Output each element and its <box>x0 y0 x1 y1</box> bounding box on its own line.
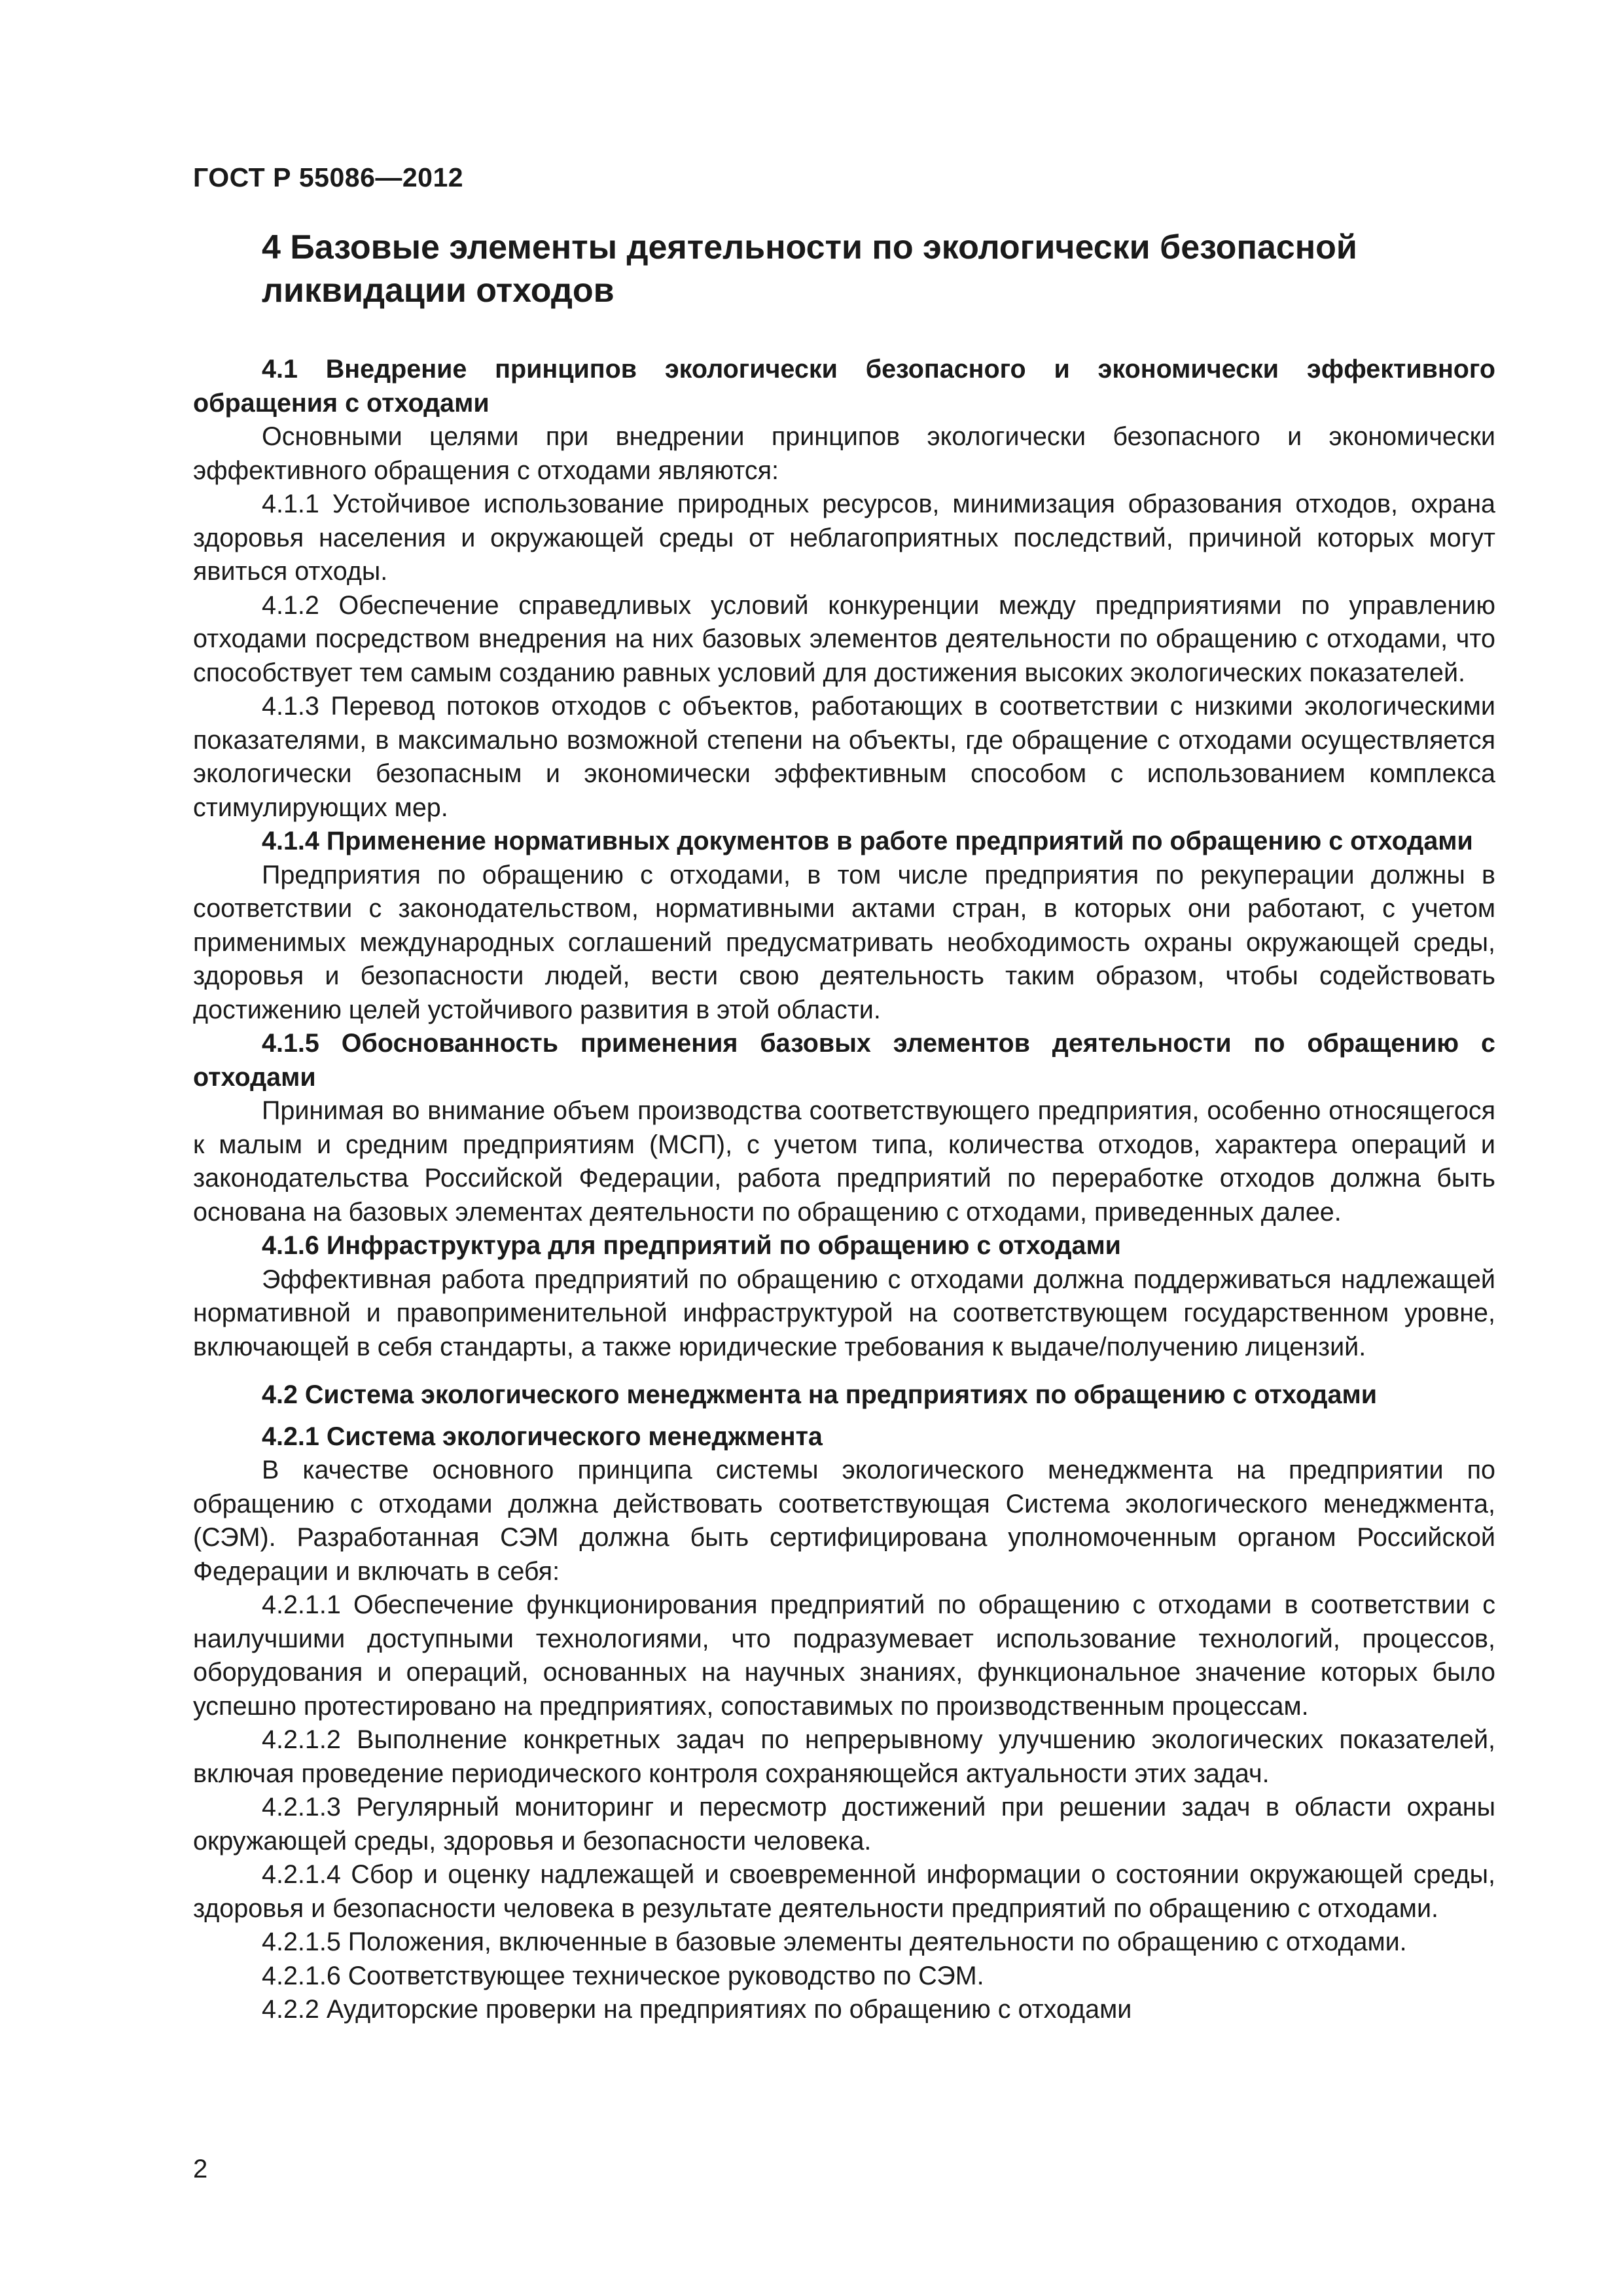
paragraph: 4.1.1 Устойчивое использование природных ресурсов, минимизация образования отходов, охрана здоровья населения и окружающей среды от неблагоприятных последствий, причиной которых могут явиться отходы. <box>193 490 1495 586</box>
paragraph: 4.2.1.1 Обеспечение функционирования предприятий по обращению с отходами в соответствии с наилучшими доступными технологиями, что подразумевает использование технологий, процессов, оборудования и операций, основанных на научных знаниях, функциональное значение которых было успешно протестировано на предприятиях, сопоставимых по производственным процессам. <box>193 1590 1495 1721</box>
subsection-heading: 4.2.1 Система экологического менеджмента <box>262 1422 823 1451</box>
paragraph: 4.2.1.2 Выполнение конкретных задач по непрерывному улучшению экологических показателей, включая проведение периодического контроля сохраняющейся актуальности этих задач. <box>193 1725 1495 1788</box>
paragraph: 4.2.2 Аудиторские проверки на предприятиях по обращению с отходами <box>262 1995 1132 2024</box>
document-body <box>193 226 1495 2027</box>
paragraph: 4.2.1.3 Регулярный мониторинг и пересмотр достижений при решении задач в области охраны окружающей среды, здоровья и безопасности человека. <box>193 1793 1495 1856</box>
page-number: 2 <box>193 2155 208 2183</box>
paragraph: 4.2.1.4 Сбор и оценку надлежащей и своевременной информации о состоянии окружающей среды, здоровья и безопасности человека в результате деятельности предприятий по обращению с отходами. <box>193 1860 1495 1923</box>
paragraph: Предприятия по обращению с отходами, в том числе предприятия по рекуперации должны в соответствии с законодательством, нормативными актами стран, в которых они работают, с учетом применимых международных соглашений предусматривать необходимость охраны окружающей среды, здоровья и безопасности людей, вести свою деятельность таким образом, чтобы содействовать достижению целей устойчивого развития в этой области. <box>193 860 1495 1024</box>
subsection-heading: 4.1.5 Обоснованность применения базовых элементов деятельности по обращению с отходами <box>193 1029 1495 1092</box>
paragraph: 4.2.1.6 Соответствующее техническое руководство по СЭМ. <box>262 1961 984 1990</box>
subsection-heading: 4.1 Внедрение принципов экологически безопасного и экономически эффективного обращения с отходами <box>193 355 1495 418</box>
subsection-heading: 4.1.6 Инфраструктура для предприятий по обращению с отходами <box>262 1231 1121 1260</box>
section-title: 4 Базовые элементы деятельности по экологически безопасной ликвидации отходов <box>262 228 1357 310</box>
paragraph: 4.1.3 Перевод потоков отходов с объектов, работающих в соответствии с низкими экологическими показателями, в максимально возможной степени на объекты, где обращение с отходами осуществляется экологически безопасным и экономически эффективным способом с использованием комплекса стимулирующих мер. <box>193 692 1495 822</box>
paragraph: Эффективная работа предприятий по обращению с отходами должна поддерживаться надлежащей нормативной и правоприменительной инфраструктурой на соответствующем государственном уровне, включающей в себя стандарты, а также юридические требования к выдаче/получению лицензий. <box>193 1265 1495 1361</box>
paragraph: Основными целями при внедрении принципов экологически безопасного и экономически эффективного обращения с отходами являются: <box>193 422 1495 485</box>
paragraph: 4.1.2 Обеспечение справедливых условий конкуренции между предприятиями по управлению отходами посредством внедрения на них базовых элементов деятельности по обращению с отходами, что способствует тем самым созданию равных условий для достижения высоких экологических показателей. <box>193 590 1495 687</box>
paragraph: В качестве основного принципа системы экологического менеджмента на предприятии по обращению с отходами должна действовать соответствующая Система экологического менеджмента, (СЭМ). Разработанная СЭМ должна быть сертифицирована уполномоченным органом Российской Федерации и включать в себя: <box>193 1456 1495 1586</box>
paragraph: 4.2.1.5 Положения, включенные в базовые элементы деятельности по обращению с отходами. <box>262 1928 1407 1956</box>
subsection-heading: 4.1.4 Применение нормативных документов в работе предприятий по обращению с отходами <box>262 827 1473 855</box>
document-code-header: ГОСТ Р 55086—2012 <box>193 162 464 192</box>
paragraph: Принимая во внимание объем производства соответствующего предприятия, особенно относящегося к малым и средним предприятиям (МСП), с учетом типа, количества отходов, характера операций и законодательства Российской Федерации, работа предприятий по переработке отходов должна быть основана на базовых элементах деятельности по обращению с отходами, приведенных далее. <box>193 1096 1495 1227</box>
subsection-heading: 4.2 Система экологического менеджмента на предприятиях по обращению с отходами <box>262 1380 1377 1409</box>
